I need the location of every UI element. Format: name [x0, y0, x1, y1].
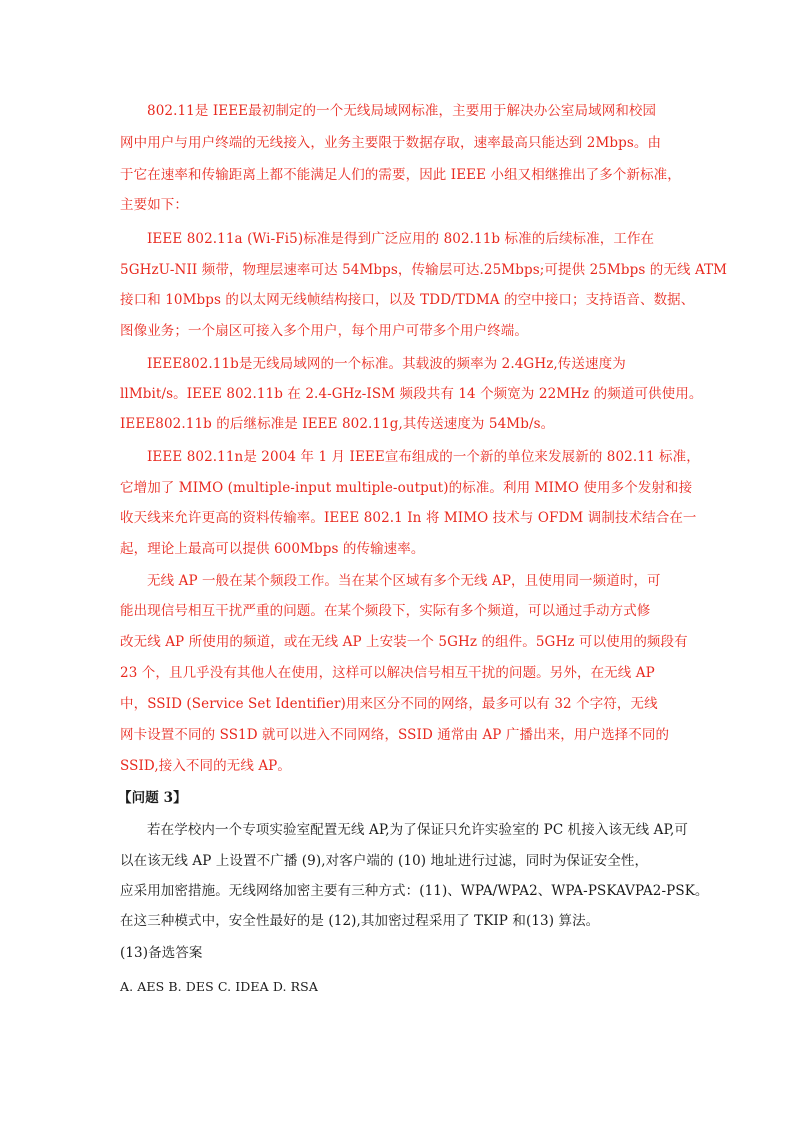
p5-line-3: 改无线 AP 所使用的频道，或在无线 AP 上安装一个 5GHz 的组件。5GHz 可以使用的频段有 [120, 634, 688, 650]
p4-line-2: 它增加了 MIMO (multiple-input multiple-output)的标准。利用 MIMO 使用多个发射和接 [120, 480, 693, 496]
p1-line-2: 网中用户与用户终端的无线接入，业务主要限于数据存取，速率最高只能达到 2Mbps。由 [120, 135, 662, 151]
p1-line-4: 主要如下： [120, 197, 188, 213]
p4-line-3: 收天线来允许更高的资料传输率。IEEE 802.1 In 将 MIMO 技术与 OFDM 调制技术结合在一 [120, 510, 697, 526]
p5-line-5: 中，SSID (Service Set Identifier)用来区分不同的网络，最多可以有 32 个字符，无线 [120, 696, 658, 712]
p2-line-2: 5GHzU-NII 频带，物理层速率可达 54Mbps，传输层可达.25Mbps;可提供 25Mbps 的无线 ATM [120, 262, 728, 278]
p1-line-1: 802.11是 IEEE最初制定的一个无线局域网标准，主要用于解决办公室局域网和校园 [147, 103, 657, 119]
p1-line-3: 于它在速率和传输距离上都不能满足人们的需要，因此 IEEE 小组又相继推出了多个新标准， [120, 167, 681, 183]
p5-line-7: SSID,接入不同的无线 AP。 [120, 758, 291, 774]
p5-line-2: 能出现信号相互干扰严重的问题。在某个频段下，实际有多个频道，可以通过手动方式修 [120, 603, 651, 619]
p2-line-1: IEEE 802.11a (Wi-Fi5)标准是得到广泛应用的 802.11b 标准的后续标准，工作在 [147, 231, 655, 247]
p5-line-4: 23 个，且几乎没有其他人在使用，这样可以解决信号相互干扰的问题。另外，在无线 AP [120, 665, 655, 681]
p3-line-3: IEEE802.11b 的后继标准是 IEEE 802.11g,其传送速度为 54Mb/s。 [120, 416, 555, 432]
question-line-1: 若在学校内一个专项实验室配置无线 AP,为了保证只允许实验室的 PC 机接入该无线 AP,可 [147, 822, 688, 838]
question-line-4: 在这三种模式中，安全性最好的是 (12),其加密过程采用了 TKIP 和(13) 算法。 [120, 913, 600, 929]
p2-line-3: 接口和 10Mbps 的以太网无线帧结构接口，以及 TDD/TDMA 的空中接口；支持语音、数据、 [120, 292, 695, 308]
p4-line-4: 起，理论上最高可以提供 600Mbps 的传输速率。 [120, 541, 425, 557]
p3-line-1: IEEE802.11b是无线局域网的一个标准。其载波的频率为 2.4GHz,传送速度为 [147, 356, 626, 372]
p3-line-2: llMbit/s。IEEE 802.11b 在 2.4-GHz-ISM 频段共有 14 个频宽为 22MHz 的频道可供使用。 [120, 386, 703, 402]
question-heading: 【问题 3】 [118, 790, 187, 806]
answer-options: A. AES B. DES C. IDEA D. RSA [120, 979, 318, 994]
p4-line-1: IEEE 802.11n是 2004 年 1 月 IEEE宣布组成的一个新的单位来发展新的 802.11 标准， [147, 449, 700, 465]
p2-line-4: 图像业务；一个扇区可接入多个用户，每个用户可带多个用户终端。 [120, 323, 528, 339]
p5-line-1: 无线 AP 一般在某个频段工作。当在某个区域有多个无线 AP，且使用同一频道时，可 [147, 573, 661, 589]
question-line-2: 以在该无线 AP 上设置不广播 (9),对客户端的 (10) 地址进行过滤，同时为保证安全性， [120, 853, 649, 869]
question-line-3: 应采用加密措施。无线网络加密主要有三种方式：(11)、WPA/WPA2、WPA-PSKAVPA2-PSK。 [120, 883, 709, 899]
p5-line-6: 网卡设置不同的 SS1D 就可以进入不同网络，SSID 通常由 AP 广播出来，用户选择不同的 [120, 727, 670, 743]
options-label: (13)备选答案 [120, 945, 203, 961]
